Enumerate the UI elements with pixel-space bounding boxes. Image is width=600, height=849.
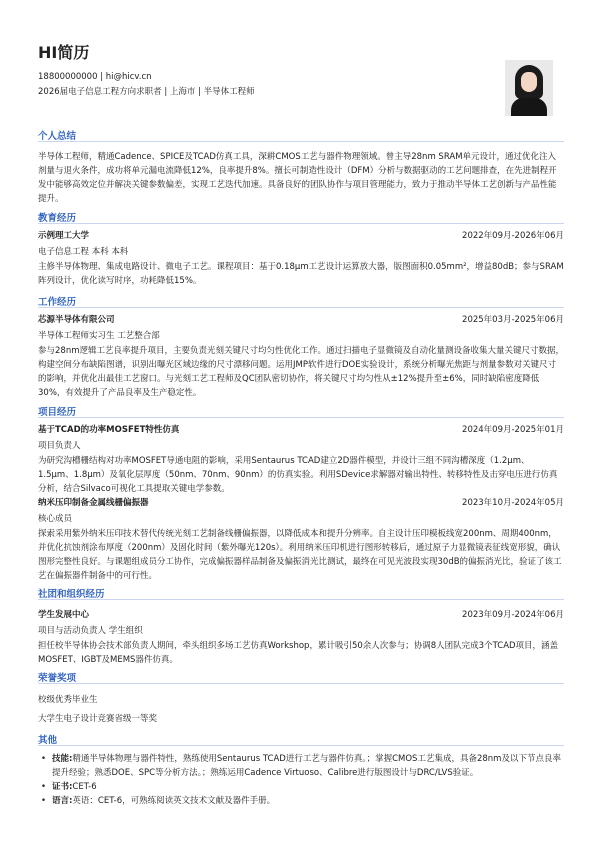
- award-item: 校级优秀毕业生: [38, 695, 98, 705]
- other-item-skills: [38, 752, 564, 780]
- award-item: 大学生电子设计竞赛省级一等奖: [38, 714, 158, 724]
- campus-date: 2023年09月-2024年06月: [462, 610, 564, 620]
- work-date: 2025年03月-2025年06月: [462, 315, 564, 325]
- company-name: 芯源半导体有限公司: [38, 315, 115, 325]
- school-name: 示例理工大学: [38, 231, 90, 241]
- other-item-text: 精通半导体物理与器件特性，熟练使用Sentaurus TCAD进行工艺与器件仿真。；掌握CMOS工艺集成，具备28nm及以下节点良率提升经验；熟悉DOE、SPC等分析方法。；熟练运用Cadence Virtuoso、Calibre进行版图设计与DRC/LVS验证。: [52, 754, 561, 778]
- work-entry-head: [38, 313, 564, 325]
- section-title: 个人总结: [38, 128, 564, 142]
- other-item-text: 英语：CET-6，可熟练阅读英文技术文献及器件手册。: [72, 796, 276, 806]
- org-name: 学生发展中心: [38, 610, 90, 620]
- section-title: 荣誉奖项: [38, 670, 564, 684]
- project-name: 纳米压印制备金属线栅偏振器: [38, 498, 149, 508]
- section-title: 项目经历: [38, 404, 564, 418]
- work-desc: 参与28nm逻辑工艺良率提升项目，主要负责光刻关键尺寸均匀性优化工作。通过扫描电子显微镜及自动化量测设备收集大量关键尺寸数据，构建空间分布缺陷图谱，识别出曝光区域边缘的尺寸漂移问题。运用JMP软件进行DOE实验设计，系统分析曝光焦距与剂量参数对关键尺寸的影响，并优化出最佳工艺窗口。与光刻工艺工程师及QC团队密切协作，将关键尺寸均匀性从±12%提升至±6%，同时缺陷密度降低30%，有效提升了产品良率及生产稳定性。: [38, 346, 564, 398]
- candidate-name: HI简历: [38, 43, 90, 62]
- project-entry-head: [38, 496, 564, 508]
- contact-info: [38, 70, 255, 100]
- project-name: 基于TCAD的功率MOSFET特性仿真: [38, 425, 180, 435]
- other-item-label: 证书:: [52, 782, 73, 792]
- contact-line-intent: 2026届电子信息工程方向求职者 | 上海市 | 半导体工程师: [38, 87, 255, 97]
- project-desc: 探索采用紫外纳米压印技术替代传统光刻工艺制备线栅偏振器，以降低成本和提升分辨率。自主设计压印模板线宽200nm、周期400nm，并优化抗蚀剂涂布厚度（200nm）及固化时间（紫外曝光120s）。利用纳米压印机进行图形转移后，通过原子力显微镜表征线宽形貌，确认图形完整性良好。与课题组成员分工协作，完成偏振器样品制备及偏振消光比测试，最终在可见光波段实现30dB的偏振消光比，验证了该工艺在偏振器件制备中的可行性。: [38, 529, 562, 581]
- other-item-text: CET-6: [72, 782, 97, 792]
- section-work: [38, 294, 564, 400]
- section-title: 教育经历: [38, 210, 564, 224]
- section-education: [38, 210, 564, 288]
- resume-header: [0, 0, 600, 125]
- other-item-languages: [38, 794, 564, 808]
- other-item-label: 语言:: [52, 796, 73, 806]
- section-projects: [38, 404, 564, 583]
- campus-entry-head: [38, 608, 564, 620]
- education-desc: 主修半导体物理、集成电路设计、微电子工艺。课程项目：基于0.18μm工艺设计运算放大器，版图面积0.05mm²，增益80dB；参与SRAM阵列设计，优化读写时序，功耗降低15%。: [38, 262, 564, 286]
- project-date: 2023年10月-2024年05月: [462, 498, 564, 508]
- campus-role: 项目与活动负责人 学生组织: [38, 626, 143, 636]
- other-list: [38, 752, 564, 808]
- project-entry-head: [38, 423, 564, 435]
- profile-photo: [505, 60, 553, 116]
- project-date: 2024年09月-2025年01月: [462, 425, 564, 435]
- section-other: [38, 732, 564, 808]
- section-title: 其他: [38, 732, 564, 746]
- contact-line-phone-email: 18800000000 | hi@hicv.cn: [38, 72, 152, 82]
- section-title: 工作经历: [38, 294, 564, 308]
- education-date: 2022年09月-2026年06月: [462, 231, 564, 241]
- project-desc: 为研究沟槽栅结构对功率MOSFET导通电阻的影响，采用Sentaurus TCAD建立2D器件模型，并设计三组不同沟槽深度（1.2μm、1.5μm、1.8μm）及氧化层厚度（50nm、70nm、90nm）的仿真实验。利用SDevice求解器对输出特性、转移特性及击穿电压进行仿真分析，结合Silvaco可视化工具提取关键电学参数。: [38, 456, 558, 494]
- project-role: 核心成员: [38, 514, 73, 524]
- education-entry-head: [38, 229, 564, 241]
- section-summary: [38, 128, 564, 206]
- education-major: 电子信息工程 本科 本科: [38, 247, 129, 257]
- section-title: 社团和组织经历: [38, 586, 564, 600]
- other-item-certificates: [38, 780, 564, 794]
- summary-text: 半导体工程师，精通Cadence、SPICE及TCAD仿真工具，深耕CMOS工艺与器件物理领域。曾主导28nm SRAM单元设计，通过优化注入剂量与退火条件，成功将单元漏电流降低12%，良率提升8%。擅长可制造性设计（DFM）分析与数据驱动的工艺问题排查，在先进制程开发中能够高效定位并解决关键参数偏差，实现工艺迭代加速。具备良好的团队协作与项目管理能力，致力于推动半导体工艺创新与产品性能提升。: [38, 152, 557, 204]
- section-campus: [38, 586, 564, 667]
- work-role: 半导体工程师实习生 工艺整合部: [38, 331, 160, 341]
- project-role: 项目负责人: [38, 441, 81, 451]
- campus-desc: 担任校半导体协会技术部负责人期间，牵头组织多场工艺仿真Workshop，累计吸引50余人次参与；协调8人团队完成3个TCAD项目，涵盖MOSFET、IGBT及MEMS器件仿真。: [38, 641, 559, 665]
- other-item-label: 技能:: [52, 754, 73, 764]
- section-awards: [38, 670, 564, 724]
